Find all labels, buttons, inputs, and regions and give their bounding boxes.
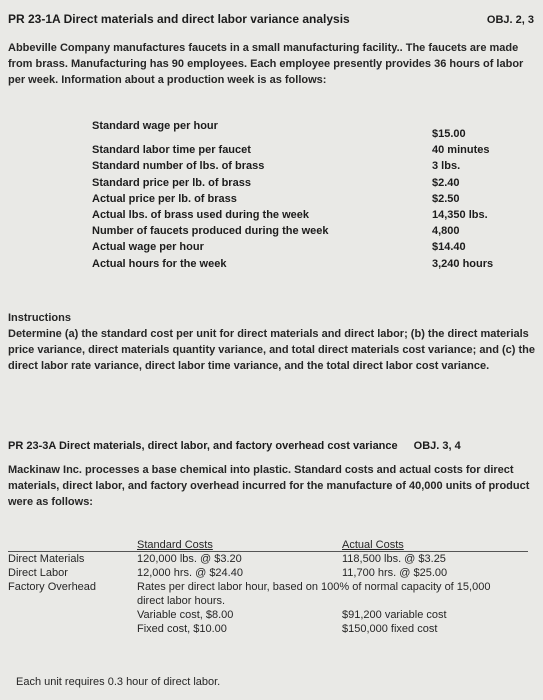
fact-row: Actual lbs. of brass used during the week 14,350 lbs. [92,209,488,222]
table-row: direct labor hours. [137,595,226,607]
table-row: Fixed cost, $10.00 $150,000 fixed cost [137,623,438,635]
instructions [8,310,536,374]
column-header: Standard Costs [137,539,213,551]
standards-list [92,118,502,272]
problem-title: PR 23-3A Direct materials, direct labor, and factory overhead cost variance [8,440,398,452]
problem-23-1a [8,12,536,88]
problem-description: Mackinaw Inc. processes a base chemical into plastic. Standard costs and actual costs for direct materials, direct labor, and factory overhead incurred for the manufacture of 40,000 units of product were as follows: [8,464,530,508]
problem-header [8,440,538,452]
objective-ref: OBJ. 3, 4 [413,440,461,452]
objective-ref: OBJ. 2, 3 [486,14,534,26]
problem-header [8,12,536,26]
instructions-heading: Instructions [8,312,71,324]
table-row: Factory Overhead Rates per direct labor hour, based on 100% of normal capacity of 15,000 [8,581,491,593]
table-row: Direct Labor 12,000 hrs. @ $24.40 11,700 hrs. @ $25.00 [8,567,448,579]
problem-title: PR 23-1A Direct materials and direct labor variance analysis [8,12,350,26]
instructions-text: Determine (a) the standard cost per unit for direct materials and direct labor; (b) the direct materials price variance, direct materials quantity variance, and total direct materials cost variance; and (c) the direct labor rate variance, direct labor time variance, and the total direct labor cost variance. [8,328,535,372]
cost-table [8,538,518,636]
problem-description: Abbeville Company manufactures faucets in a small manufacturing facility.. The faucets are made from brass. Manufacturing has 90 employees. Each employee presently provides 36 hours of labor per week. Information about a production week is as follows: [8,42,524,86]
column-header: Actual Costs [342,539,404,551]
fact-row: Standard labor time per faucet 40 minutes [92,144,490,157]
table-row: Variable cost, $8.00 $91,200 variable cost [137,609,447,621]
table-header-row [8,538,518,552]
fact-row: Standard number of lbs. of brass 3 lbs. [92,160,461,173]
footnote: Each unit requires 0.3 hour of direct labor. [16,676,221,688]
fact-row: Standard price per lb. of brass $2.40 [92,176,460,189]
fact-row: Standard wage per hour $15.00 [92,120,466,140]
fact-row: Number of faucets produced during the week 4,800 [92,225,460,238]
fact-row: Actual price per lb. of brass $2.50 [92,192,460,205]
fact-row: Actual hours for the week 3,240 hours [92,257,494,270]
table-row: Direct Materials 120,000 lbs. @ $3.20 118,500 lbs. @ $3.25 [8,553,446,565]
fact-row: Actual wage per hour $14.40 [92,241,466,254]
problem-23-3a [8,440,538,510]
